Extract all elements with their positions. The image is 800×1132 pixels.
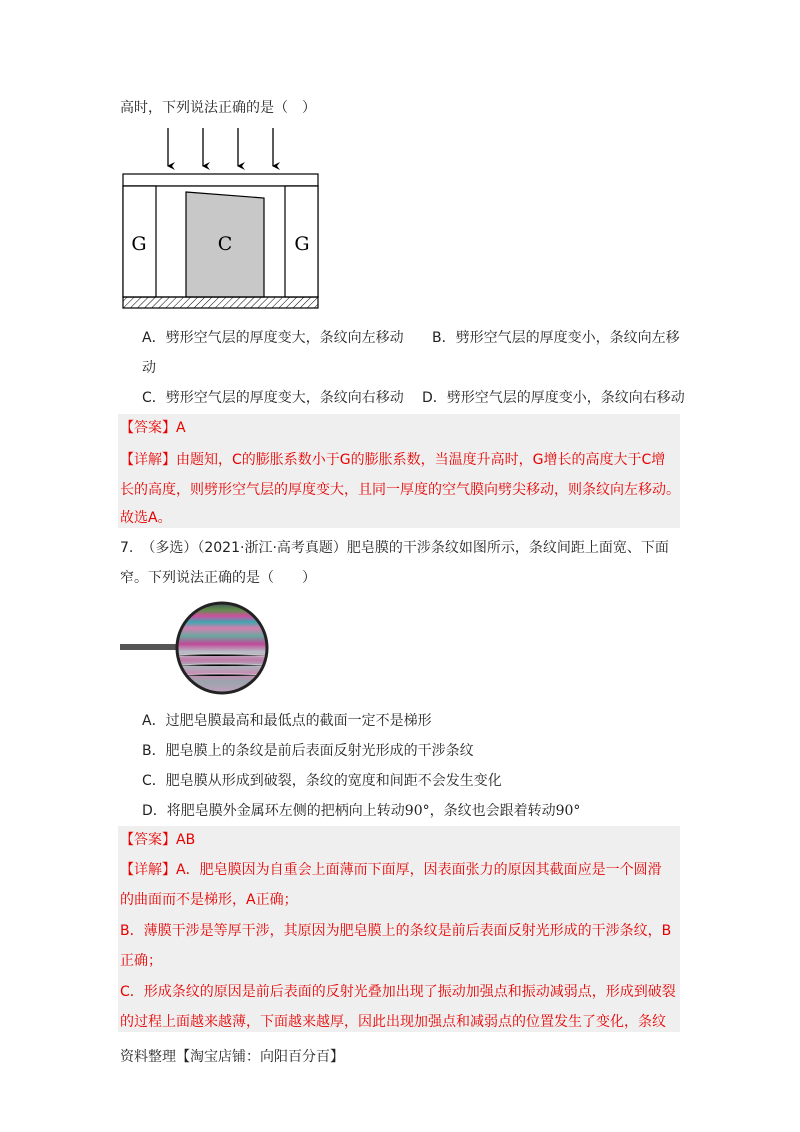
answer-value: AB xyxy=(176,832,196,848)
footer-text: 资料整理【淘宝店铺：向阳百分百】 xyxy=(120,1049,344,1065)
detail-tag: 【详解】 xyxy=(120,862,176,878)
q7-detail-line3: B．薄膜干涉是等厚干涉，其原因为肥皂膜上的条纹是前后表面反射光形成的干涉条纹，B xyxy=(120,923,672,939)
q7-answer xyxy=(120,830,195,850)
q6-option-a: A．劈形空气层的厚度变大，条纹向左移动 xyxy=(142,330,404,346)
q7-number: 7. xyxy=(120,540,134,556)
q7-detail-line6: 的过程上面越来越薄，下面越来越厚，因此出现加强点和减弱点的位置发生了变化，条纹 xyxy=(120,1014,666,1030)
q7-detail-line5: C．形成条纹的原因是前后表面的反射光叠加出现了振动加强点和振动减弱点，形成到破裂 xyxy=(120,984,676,1000)
q6-detail-line1: 【详解】由题知，C的膨胀系数小于G的膨胀系数，当温度升高时，G增长的高度大于C增 xyxy=(120,452,666,468)
q6-option-b-line2: 动 xyxy=(142,360,156,376)
q7-answer-panel xyxy=(118,826,680,1032)
q7-option-a: A．过肥皂膜最高和最低点的截面一定不是梯形 xyxy=(142,713,432,729)
degree-value: 90° xyxy=(555,803,581,819)
answer-value: A xyxy=(176,420,186,436)
q6-option-b-line1: B．劈形空气层的厚度变小，条纹向左移 xyxy=(432,330,680,346)
q6-wedge-figure xyxy=(118,122,323,317)
q7-detail-line1: 【详解】A．肥皂膜因为自重会上面薄而下面厚，因表面张力的原因其截面应是一个圆滑 xyxy=(120,862,662,878)
degree-value: 90° xyxy=(404,803,430,819)
q7-stem-line1: 7. （多选）（2021·浙江·高考真题）肥皂膜的干涉条纹如图所示，条纹间距上面宽、下面 xyxy=(120,540,669,556)
q6-answer xyxy=(120,418,186,438)
q6-answer-panel xyxy=(118,414,680,528)
q7-tag-multi: （多选） xyxy=(141,540,198,556)
label-g-left: G xyxy=(131,233,147,255)
q7-option-b: B．肥皂膜上的条纹是前后表面反射光形成的干涉条纹 xyxy=(142,743,474,759)
q6-stem-tail: 高时，下列说法正确的是（ ） xyxy=(120,100,316,116)
q7-option-c: C．肥皂膜从形成到破裂，条纹的宽度和间距不会发生变化 xyxy=(142,773,502,789)
label-g-right: G xyxy=(294,233,310,255)
q6-option-c: C．劈形空气层的厚度变大，条纹向右移动 xyxy=(142,390,404,406)
q7-source: （2021·浙江·高考真题） xyxy=(197,540,347,556)
q6-detail-line3: 故选A。 xyxy=(120,510,172,526)
q7-detail-line4: 正确； xyxy=(120,953,162,969)
light-arrows xyxy=(168,128,273,166)
label-c: C xyxy=(217,233,233,255)
q7-detail-line2: 的曲面而不是梯形，A正确； xyxy=(120,892,298,908)
soap-film-figure xyxy=(118,600,278,700)
answer-tag: 【答案】 xyxy=(120,832,176,848)
handle xyxy=(120,644,180,650)
glass-plate xyxy=(123,174,318,186)
q7-option-d: D．将肥皂膜外金属环左侧的把柄向上转动90°，条纹也会跟着转动90° xyxy=(142,803,581,819)
q6-option-d: D．劈形空气层的厚度变小，条纹向右移动 xyxy=(422,390,685,406)
base-hatch xyxy=(123,297,318,308)
detail-tag: 【详解】 xyxy=(120,452,176,468)
q6-detail-line2: 长的高度，则劈形空气层的厚度变大，且同一厚度的空气膜向劈尖移动，则条纹向左移动。 xyxy=(120,482,680,498)
answer-tag: 【答案】 xyxy=(120,420,176,436)
q7-stem-line2: 窄。下列说法正确的是（ ） xyxy=(120,570,316,586)
